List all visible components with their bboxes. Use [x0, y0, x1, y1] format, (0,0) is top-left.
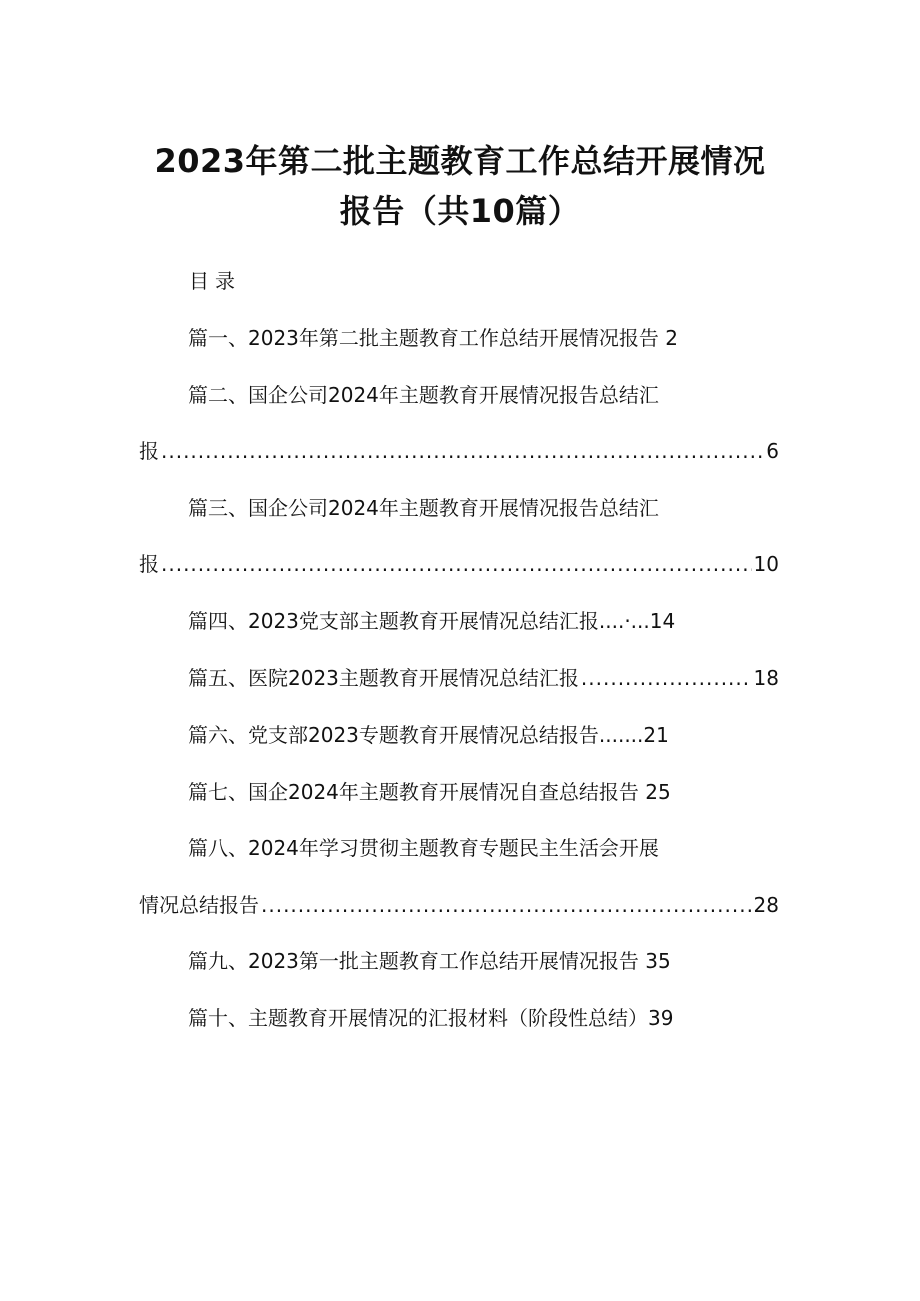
toc-entry-5-page: 18 [753, 666, 779, 690]
toc-leader-dots [581, 668, 752, 688]
document-title-line-2: 报告（共10篇） [339, 192, 581, 230]
toc-entry-7[interactable]: 篇七、国企2024年主题教育开展情况自查总结报告 25 [188, 780, 671, 804]
toc-entry-8-tail: 情况总结报告 [139, 893, 259, 917]
toc-entry-2-line-1[interactable]: 篇二、国企公司2024年主题教育开展情况报告总结汇 [188, 383, 659, 407]
toc-heading: 目录 [189, 269, 241, 293]
toc-leader-dots [261, 895, 752, 915]
document-title-line-1: 2023年第二批主题教育工作总结开展情况 [154, 142, 766, 180]
toc-leader-dots [161, 554, 752, 574]
toc-entry-5[interactable] [188, 668, 779, 688]
toc-entry-3-line-2[interactable] [139, 554, 779, 574]
toc-entry-2-line-2[interactable] [139, 441, 779, 461]
toc-entry-2-tail: 报 [139, 439, 159, 463]
toc-entry-10[interactable]: 篇十、主题教育开展情况的汇报材料（阶段性总结）39 [188, 1006, 674, 1030]
toc-entry-1[interactable]: 篇一、2023年第二批主题教育工作总结开展情况报告 2 [188, 326, 678, 350]
toc-entry-3-tail: 报 [139, 552, 159, 576]
toc-entry-3-line-1[interactable]: 篇三、国企公司2024年主题教育开展情况报告总结汇 [188, 496, 659, 520]
toc-entry-8-line-1[interactable]: 篇八、2024年学习贯彻主题教育专题民主生活会开展 [188, 836, 659, 860]
toc-entry-3-page: 10 [753, 552, 779, 576]
toc-entry-2-page: 6 [766, 439, 779, 463]
toc-leader-dots [161, 441, 764, 461]
toc-entry-6[interactable]: 篇六、党支部2023专题教育开展情况总结报告.......21 [188, 723, 669, 747]
toc-entry-4[interactable]: 篇四、2023党支部主题教育开展情况总结汇报....·...14 [188, 609, 676, 633]
toc-entry-8-line-2[interactable] [139, 895, 779, 915]
toc-entry-9[interactable]: 篇九、2023第一批主题教育工作总结开展情况报告 35 [188, 949, 671, 973]
toc-entry-8-page: 28 [753, 893, 779, 917]
toc-entry-5-text: 篇五、医院2023主题教育开展情况总结汇报 [188, 666, 579, 690]
